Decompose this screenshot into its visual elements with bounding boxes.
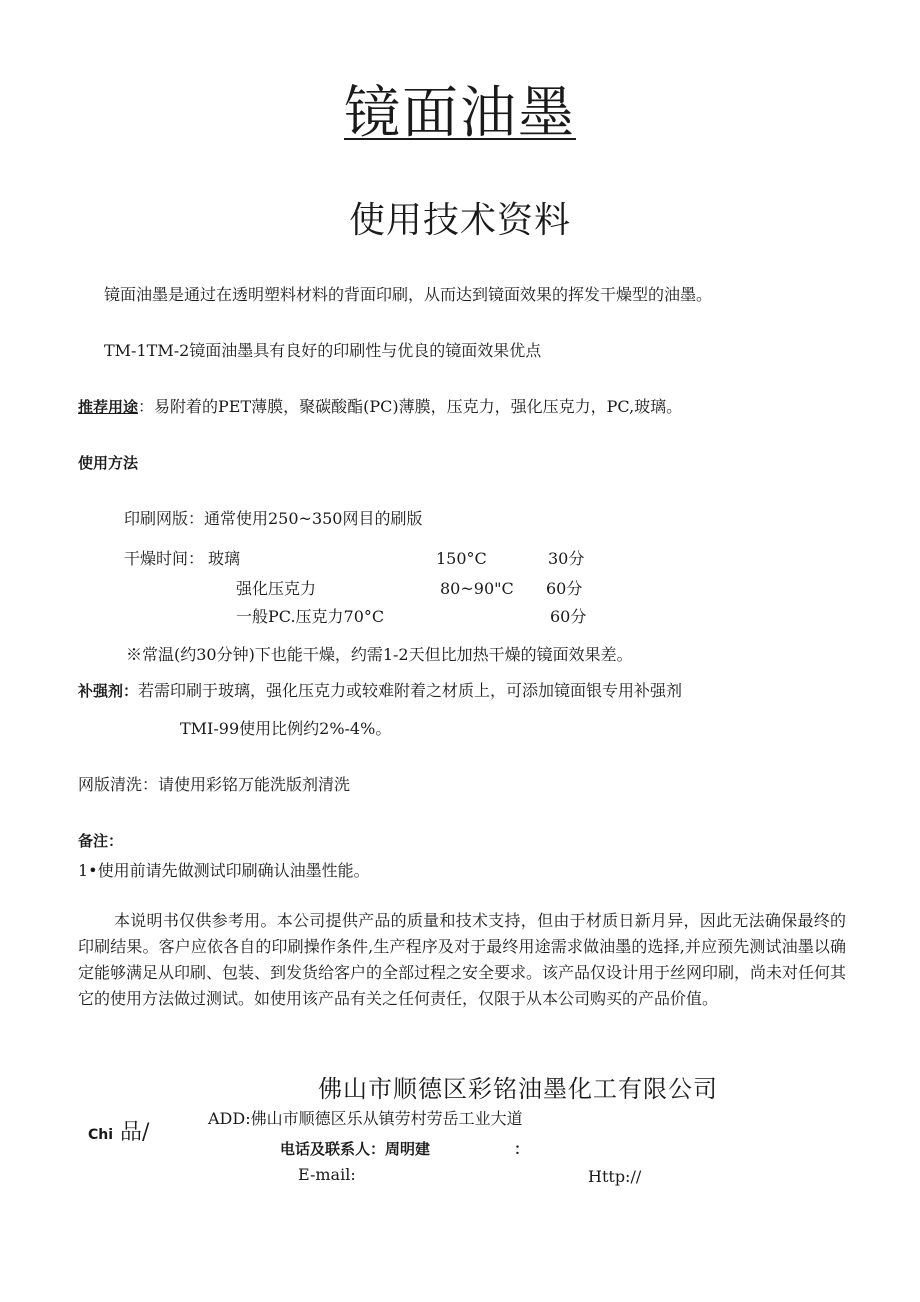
contact-colon: ： (514, 1140, 530, 1158)
remarks-item: 1•使用前请先做测试印刷确认油墨性能。 (78, 861, 370, 880)
stamp-mark (88, 1118, 149, 1150)
usage-colon: ： (138, 397, 155, 416)
drying-note: ※常温(约30分钟)下也能干燥，约需1-2天但比加热干燥的镜面效果差。 (126, 645, 633, 664)
additive-text: 若需印刷于玻璃，强化压克力或较难附着之材质上，可添加镜面银专用补强剂 (138, 681, 683, 700)
stamp-text: 品/ (120, 1120, 150, 1145)
additive-ratio: TMI-99使用比例约2%-4%。 (180, 719, 392, 738)
screen-mesh-line: 印刷网版：通常使用250~350网目的刷版 (124, 509, 423, 528)
cleaning-line: 网版清洗：请使用彩铭万能洗版剂清洗 (78, 775, 351, 794)
drying-row-material: 玻璃 (208, 549, 241, 568)
usage-label: 推荐用途 (78, 398, 139, 416)
method-heading: 使用方法 (78, 454, 139, 472)
drying-row-material: 强化压克力 (236, 579, 317, 598)
intro-paragraph: 镜面油墨是通过在透明塑料材料的背面印刷，从而达到镜面效果的挥发干燥型的油墨。 (104, 285, 713, 304)
remarks-heading: 备注： (78, 832, 124, 850)
website-label: Http:// (588, 1167, 642, 1186)
company-name: 佛山市顺德区彩铭油墨化工有限公司 (318, 1075, 718, 1103)
feature-paragraph: TM-1TM-2镜面油墨具有良好的印刷性与优良的镜面效果优点 (104, 341, 542, 360)
additive-label: 补强剂： (78, 682, 139, 700)
document-title: 镜面油墨 (344, 81, 576, 146)
drying-row-material: 一般PC.压克力70°C (236, 607, 385, 626)
email-label: E-mail: (298, 1165, 356, 1184)
drying-row-time: 60分 (546, 579, 583, 598)
disclaimer-paragraph: 本说明书仅供参考用。本公司提供产品的质量和技术支持，但由于材质日新月异，因此无法确保最终的印刷结果。客户应依各自的印刷操作条件,生产程序及对于最终用途需求做油墨的选择,并应预先测试油墨以确定能够满足从印刷、包装、到发货给客户的全部过程之安全要求。该产品仅设计用于丝网印刷，尚未对任何其它的使用方法做过测试。如使用该产品有关之任何责任，仅限于从本公司购买的产品价值。 (78, 911, 847, 1008)
document-subtitle: 使用技术资料 (348, 200, 571, 241)
contact-person: 电话及联系人：周明建 (280, 1140, 431, 1158)
usage-text: 易附着的PET薄膜，聚碳酸酯(PC)薄膜，压克力，强化压克力，PC,玻璃。 (154, 397, 683, 416)
drying-row-temp: 80~90"C (440, 579, 514, 598)
company-address: ADD:佛山市顺德区乐从镇劳村劳岳工业大道 (208, 1109, 523, 1128)
drying-row-temp: 150°C (436, 549, 487, 568)
drying-row-time: 60分 (550, 607, 587, 626)
drying-label: 干燥时间： (124, 549, 205, 568)
usage-line (78, 396, 682, 418)
drying-row-time: 30分 (548, 549, 585, 568)
additive-line (78, 680, 682, 702)
stamp-chi: Chi (88, 1127, 114, 1143)
